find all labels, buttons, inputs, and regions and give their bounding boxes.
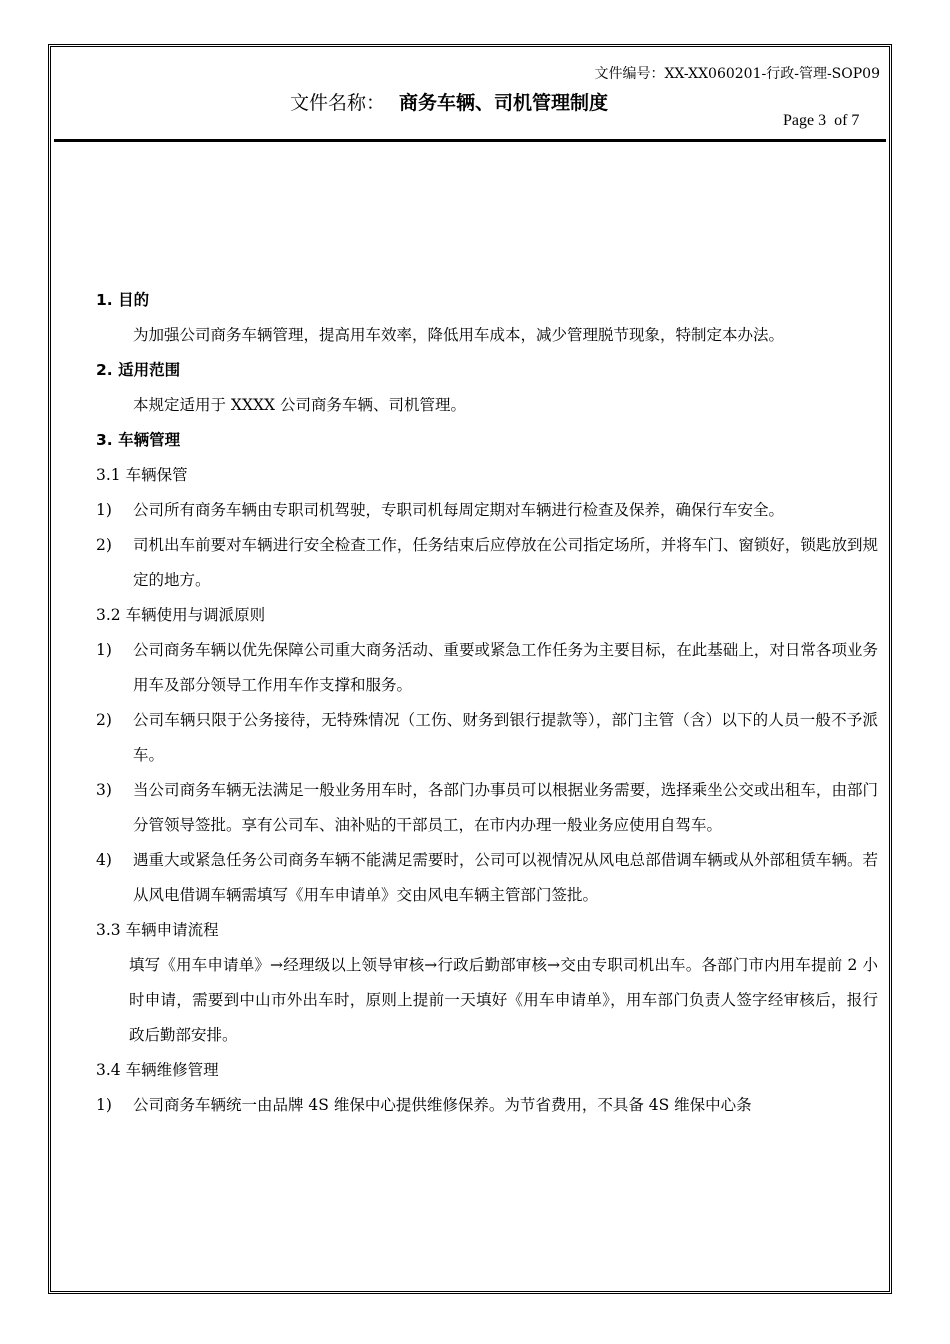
- document-title: [290, 88, 608, 115]
- list-text: 公司所有商务车辆由专职司机驾驶，专职司机每周定期对车辆进行检查及保养，确保行车安全。: [133, 501, 785, 519]
- list-item: [96, 773, 878, 843]
- page-number: Page 3 of 7: [783, 112, 860, 129]
- section-heading: 1. 目的: [96, 291, 150, 309]
- header-rule: [54, 139, 886, 142]
- paragraph: 本规定适用于 XXXX 公司商务车辆、司机管理。: [133, 396, 466, 414]
- list-number: 1): [96, 1096, 112, 1114]
- paragraph: 填写《用车申请单》→经理级以上领导审核→行政后勤部审核→交由专职司机出车。各部门市内用车提前 2 小时申请，需要到中山市外出车时，原则上提前一天填好《用车申请单》，用车部门负责人签字经审核后，报行政后勤部安排。: [129, 956, 878, 1044]
- list-number: 1): [96, 501, 112, 519]
- list-item: [96, 1088, 878, 1123]
- list-text: 公司车辆只限于公务接待，无特殊情况（工伤、财务到银行提款等），部门主管（含）以下的人员一般不予派车。: [133, 711, 878, 764]
- subsection-title: 3.1 车辆保管: [96, 466, 188, 484]
- subsection-title: 3.3 车辆申请流程: [96, 921, 219, 939]
- list-number: 3): [96, 781, 112, 799]
- list-text: 遇重大或紧急任务公司商务车辆不能满足需要时，公司可以视情况从风电总部借调车辆或从外部租赁车辆。若从风电借调车辆需填写《用车申请单》交由风电车辆主管部门签批。: [133, 851, 878, 904]
- title-label: 文件名称：: [290, 92, 386, 114]
- section-heading: 2. 适用范围: [96, 361, 181, 379]
- list-number: 2): [96, 536, 112, 554]
- list-item: [96, 528, 878, 598]
- document-number: 文件编号：XX-XX060201-行政-管理-SOP09: [594, 66, 880, 82]
- list-text: 司机出车前要对车辆进行安全检查工作，任务结束后应停放在公司指定场所，并将车门、窗锁好，锁匙放到规定的地方。: [133, 536, 878, 589]
- list-text: 公司商务车辆统一由品牌 4S 维保中心提供维修保养。为节省费用，不具备 4S 维保中心条: [133, 1096, 752, 1114]
- list-text: 公司商务车辆以优先保障公司重大商务活动、重要或紧急工作任务为主要目标，在此基础上，对日常各项业务用车及部分领导工作用车作支撑和服务。: [133, 641, 878, 694]
- section-heading: 3. 车辆管理: [96, 431, 181, 449]
- list-number: 1): [96, 641, 112, 659]
- list-item: [96, 843, 878, 913]
- list-number: 4): [96, 851, 112, 869]
- subsection-title: 3.2 车辆使用与调派原则: [96, 606, 266, 624]
- list-text: 当公司商务车辆无法满足一般业务用车时，各部门办事员可以根据业务需要，选择乘坐公交或出租车，由部门分管领导签批。享有公司车、油补贴的干部员工，在市内办理一般业务应使用自驾车。: [133, 781, 878, 834]
- document-body: [96, 283, 878, 1123]
- list-number: 2): [96, 711, 112, 729]
- list-item: [96, 633, 878, 703]
- title-name: 商务车辆、司机管理制度: [399, 92, 609, 114]
- list-item: [96, 493, 878, 528]
- subsection-title: 3.4 车辆维修管理: [96, 1061, 219, 1079]
- paragraph: 为加强公司商务车辆管理，提高用车效率，降低用车成本，减少管理脱节现象，特制定本办法。: [133, 326, 785, 344]
- list-item: [96, 703, 878, 773]
